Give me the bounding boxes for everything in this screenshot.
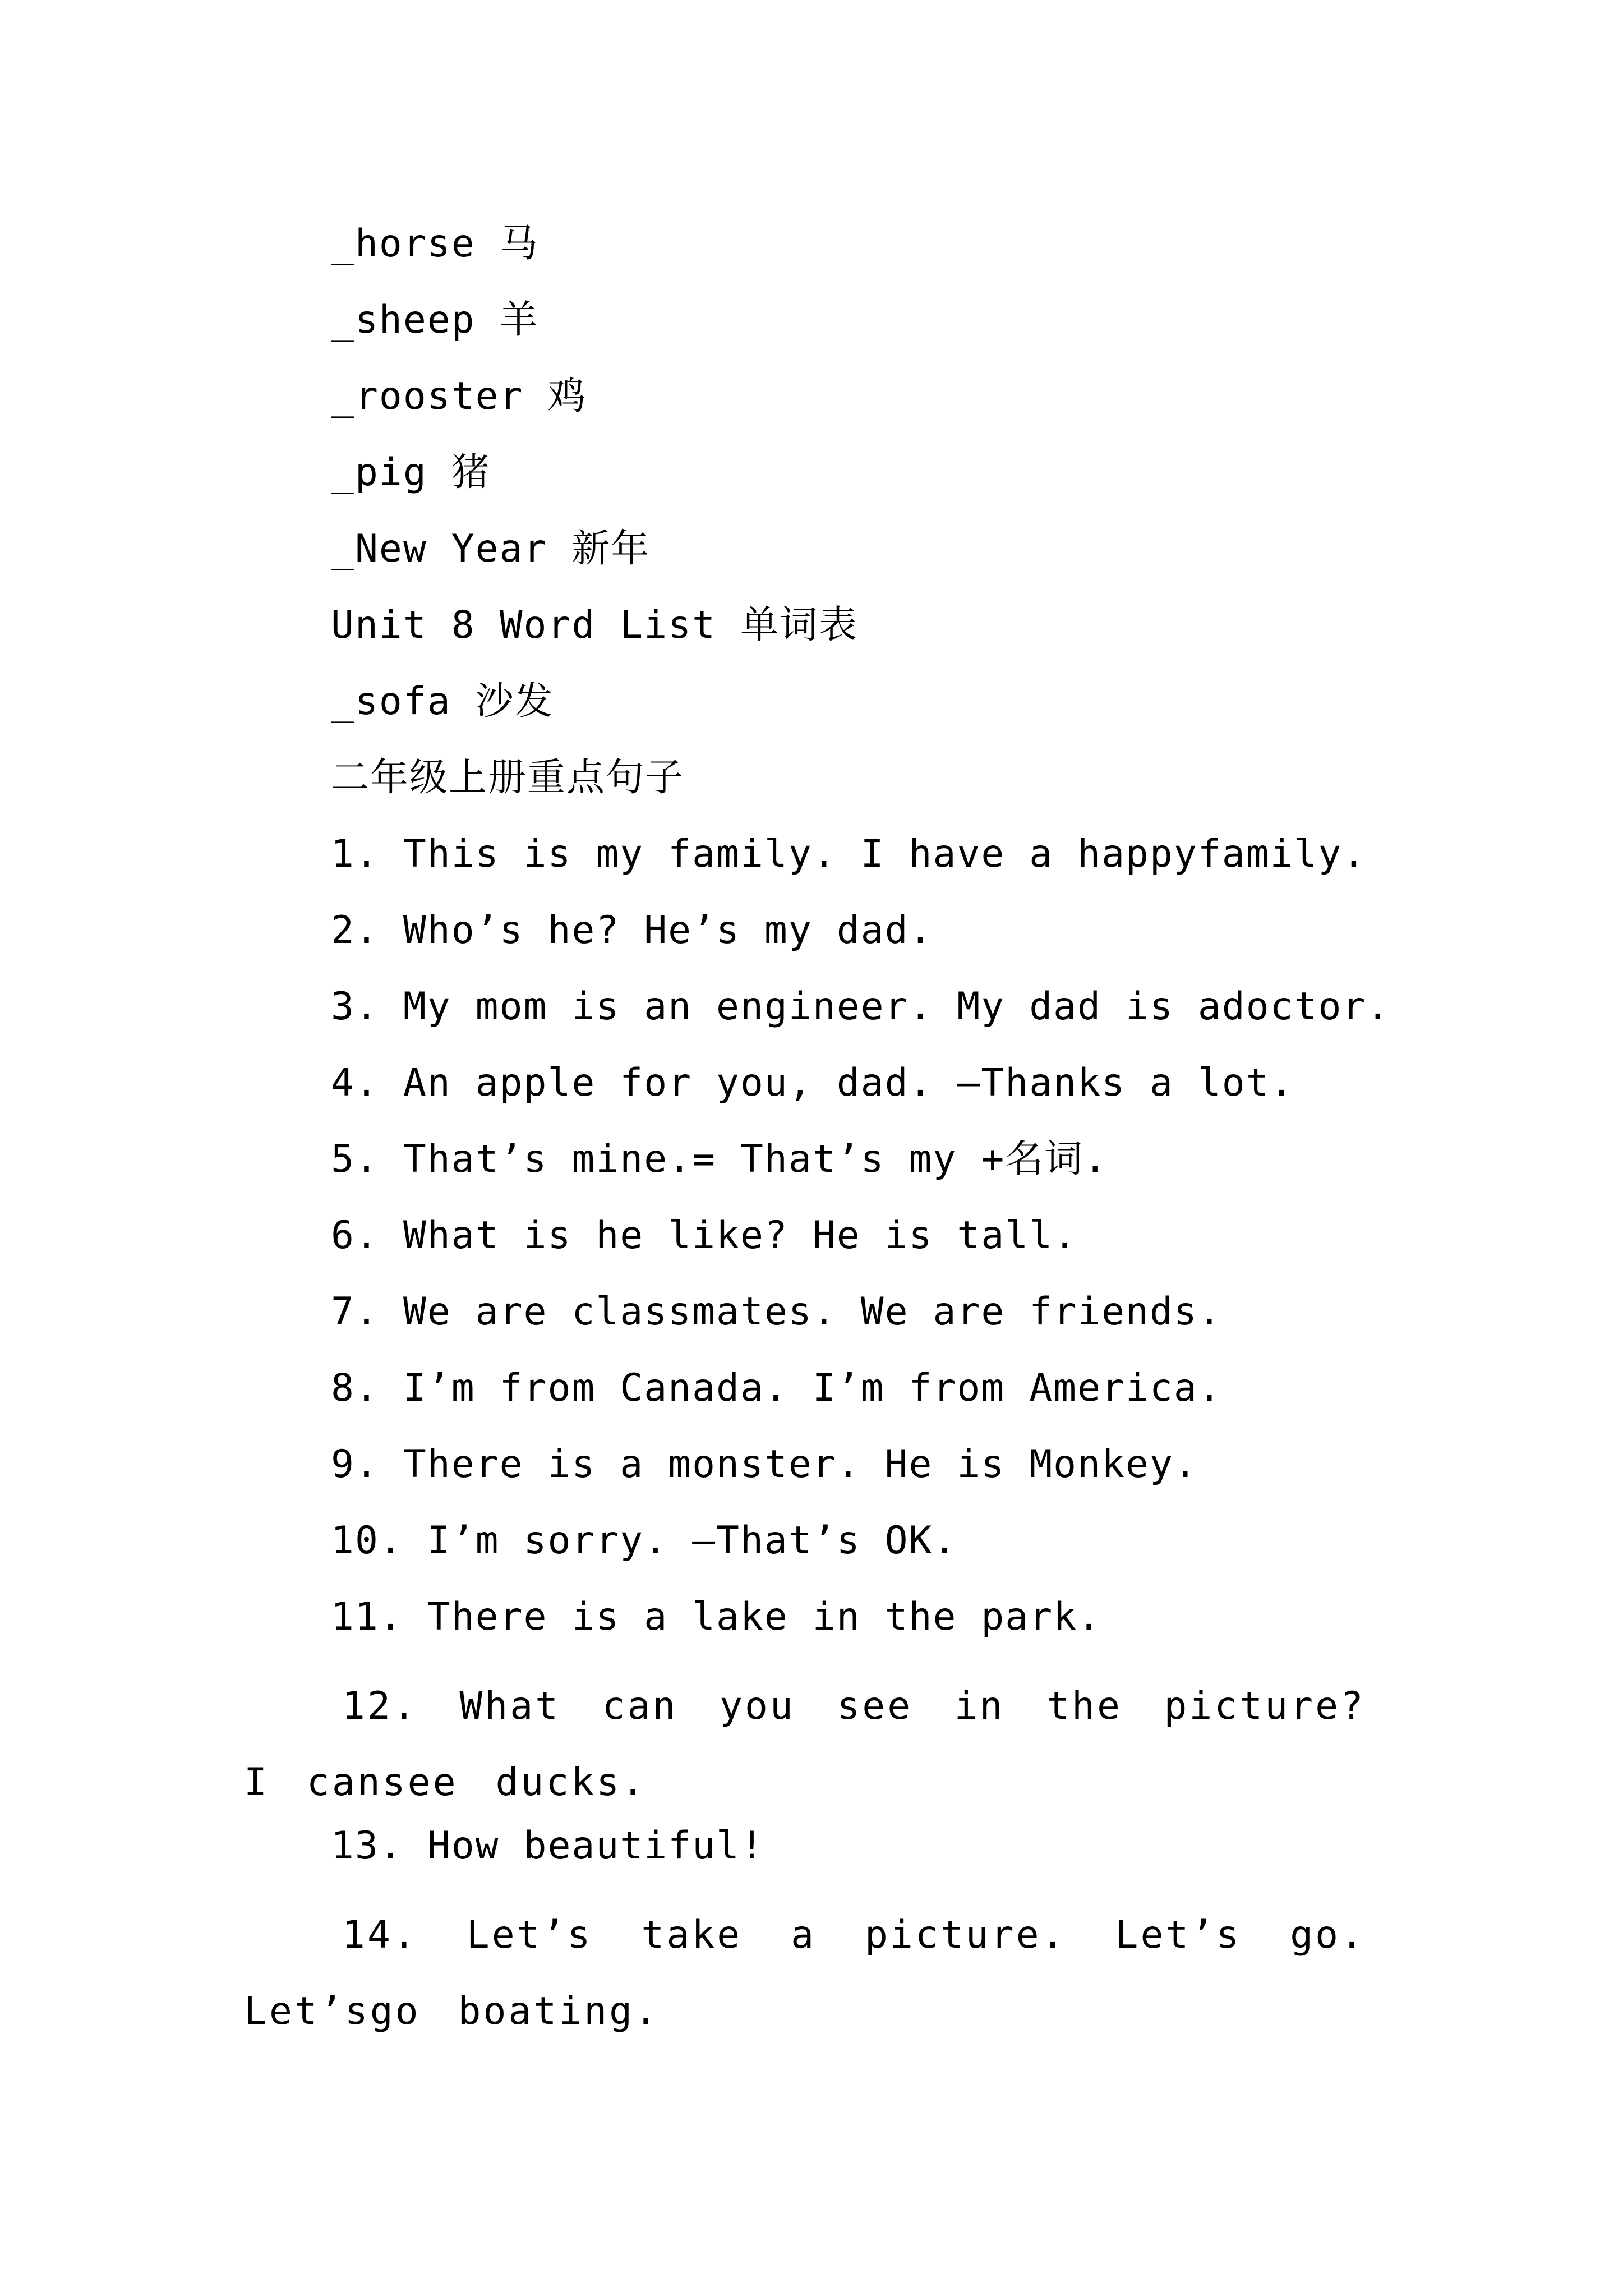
sentence-8: 8. I’m from Canada. I’m from America. xyxy=(331,1366,1222,1410)
sentence-10: 10. I’m sorry. –That’s OK. xyxy=(331,1519,957,1563)
sentence-11: 11. There is a lake in the park. xyxy=(331,1595,1102,1639)
sentence-13: 13. How beautiful! xyxy=(331,1824,764,1868)
section-heading-unit-8: Unit 8 Word List 单词表 xyxy=(331,603,858,647)
section-heading-key-sentences: 二年级上册重点句子 xyxy=(331,756,685,800)
vocab-line-horse: _horse 马 xyxy=(331,222,539,266)
vocab-line-new-year: _New Year 新年 xyxy=(331,527,651,571)
sentence-5: 5. That’s mine.= That’s my +名词. xyxy=(331,1137,1108,1181)
vocab-line-sheep: _sheep 羊 xyxy=(331,298,539,342)
sentence-12 xyxy=(244,1668,1366,1821)
sentence-14 xyxy=(244,1897,1366,2050)
sentence-9: 9. There is a monster. He is Monkey. xyxy=(331,1442,1198,1487)
sentence-12-text: 12. What can you see in the picture? I cansee ducks. xyxy=(244,1684,1366,1805)
vocab-line-pig: _pig 猪 xyxy=(331,450,491,495)
sentence-3: 3. My mom is an engineer. My dad is adoctor. xyxy=(331,984,1391,1029)
sentence-14-text: 14. Let’s take a picture. Let’s go. Let’sgo boating. xyxy=(244,1913,1366,2033)
vocab-line-sofa: _sofa 沙发 xyxy=(331,679,554,724)
sentence-2: 2. Who’s he? He’s my dad. xyxy=(331,908,933,953)
vocab-line-rooster: _rooster 鸡 xyxy=(331,374,587,418)
sentence-6: 6. What is he like? He is tall. xyxy=(331,1213,1078,1258)
sentence-4: 4. An apple for you, dad. –Thanks a lot. xyxy=(331,1061,1294,1105)
sentence-7: 7. We are classmates. We are friends. xyxy=(331,1290,1222,1334)
sentence-1: 1. This is my family. I have a happyfamily. xyxy=(331,832,1367,876)
